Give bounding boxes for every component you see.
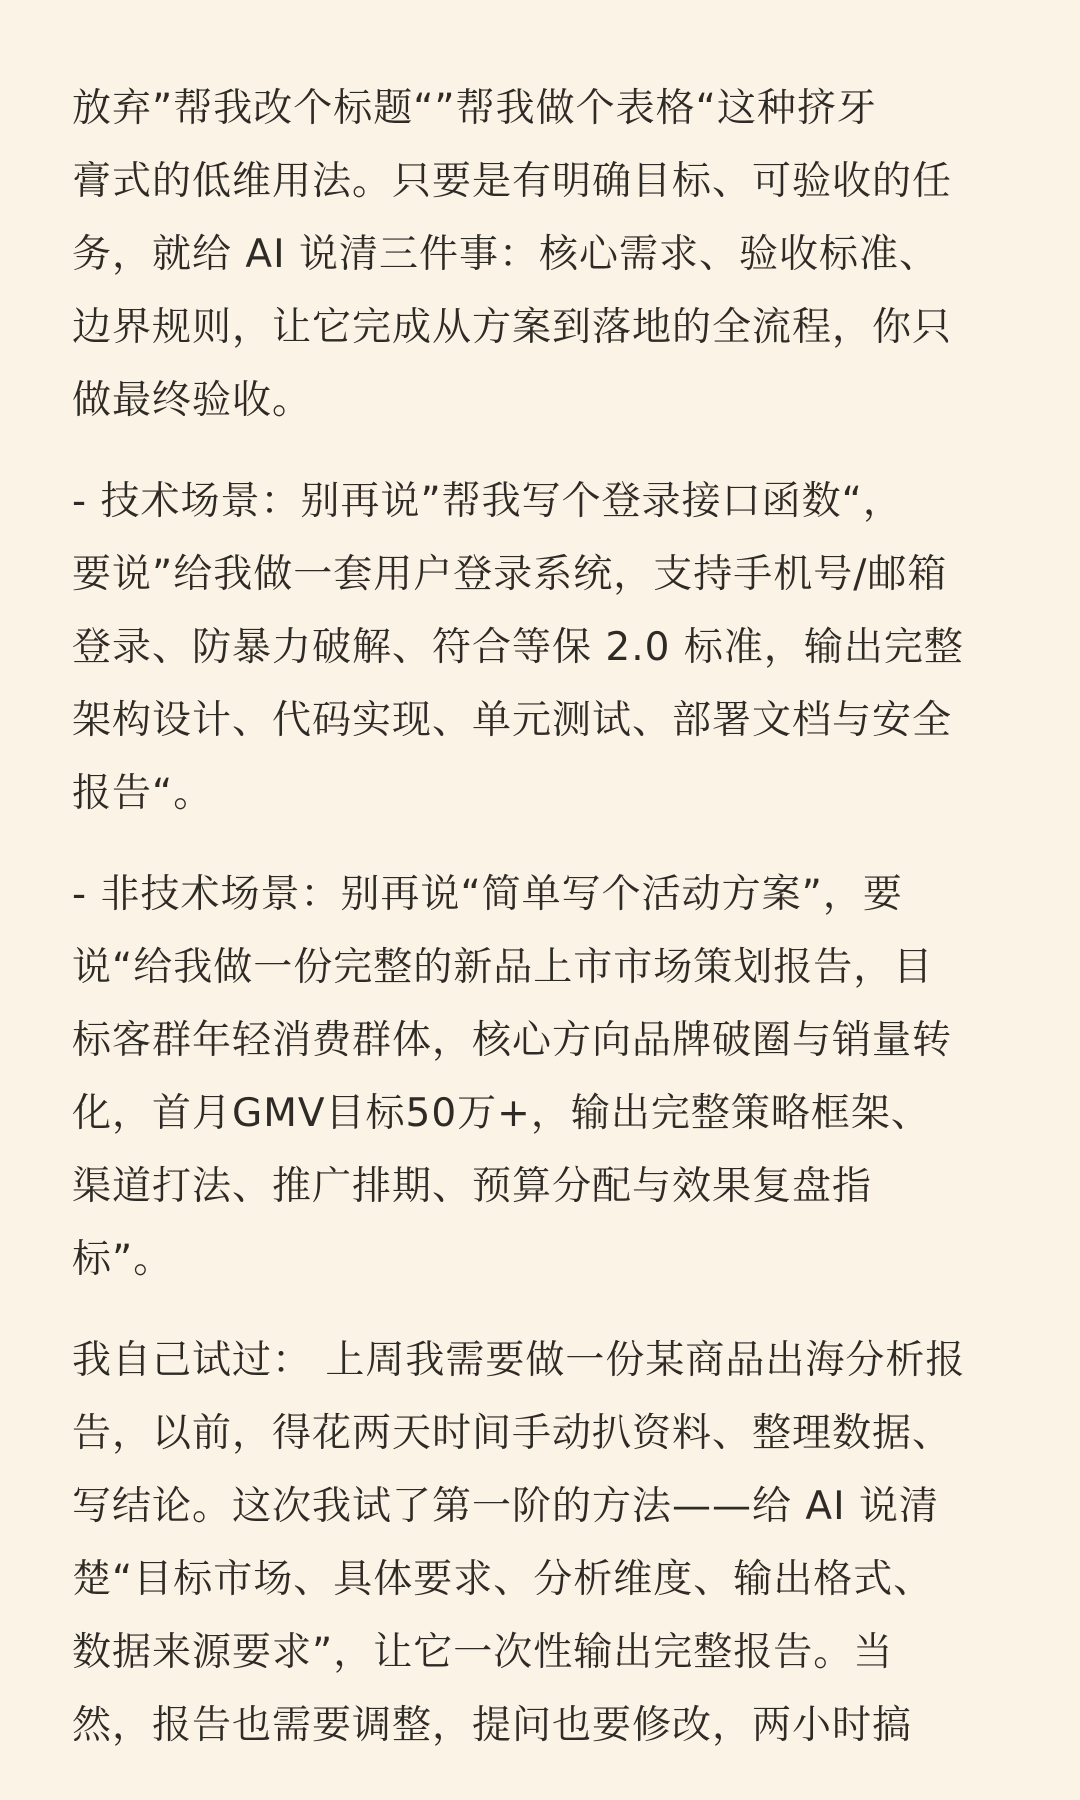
text-line: - 技术场景：别再说”帮我写个登录接口函数“， [72,479,903,524]
text-line: 登录、防暴力破解、符合等保 2.0 标准，输出完整 [72,625,964,670]
text-line: 报告“。 [72,771,214,816]
text-line: 说“给我做一份完整的新品上市市场策划报告，目 [72,945,934,990]
text-line: 渠道打法、推广排期、预算分配与效果复盘指 [72,1164,873,1209]
paragraph-intro [72,72,1008,437]
text-line: 放弃”帮我改个标题“”帮我做个表格“这种挤牙 [72,86,877,131]
text-line: 膏式的低维用法。只要是有明确目标、可验收的任 [72,159,953,204]
text-line: 写结论。这次我试了第一阶的方法——给 AI 说清 [72,1484,939,1529]
text-line: 化，首月GMV目标50万+，输出完整策略框架、 [72,1091,931,1136]
text-line: 务，就给 AI 说清三件事：核心需求、验收标准、 [72,232,939,277]
text-line: 告，以前，得花两天时间手动扒资料、整理数据、 [72,1411,953,1456]
paragraph-tech-scenario [72,465,1008,830]
text-line: 边界规则，让它完成从方案到落地的全流程，你只 [72,305,953,350]
text-line: 架构设计、代码实现、单元测试、部署文档与安全 [72,698,953,743]
paragraph-personal-experience [72,1324,1008,1762]
text-line: 楚“目标市场、具体要求、分析维度、输出格式、 [72,1557,934,1602]
text-line: 要说”给我做一套用户登录系统，支持手机号/邮箱 [72,552,948,597]
text-line: 标客群年轻消费群体，核心方向品牌破圈与销量转 [72,1018,953,1063]
text-line: 然，报告也需要调整，提问也要修改，两小时搞 [72,1703,913,1748]
paragraph-non-tech-scenario [72,858,1008,1296]
text-line: - 非技术场景：别再说“简单写个活动方案”，要 [72,872,903,917]
text-line: 数据来源要求”，让它一次性输出完整报告。当 [72,1630,894,1675]
text-line: 做最终验收。 [72,378,313,423]
text-line: 标”。 [72,1237,174,1282]
text-line: 我自己试过： 上周我需要做一份某商品出海分析报 [72,1338,966,1383]
